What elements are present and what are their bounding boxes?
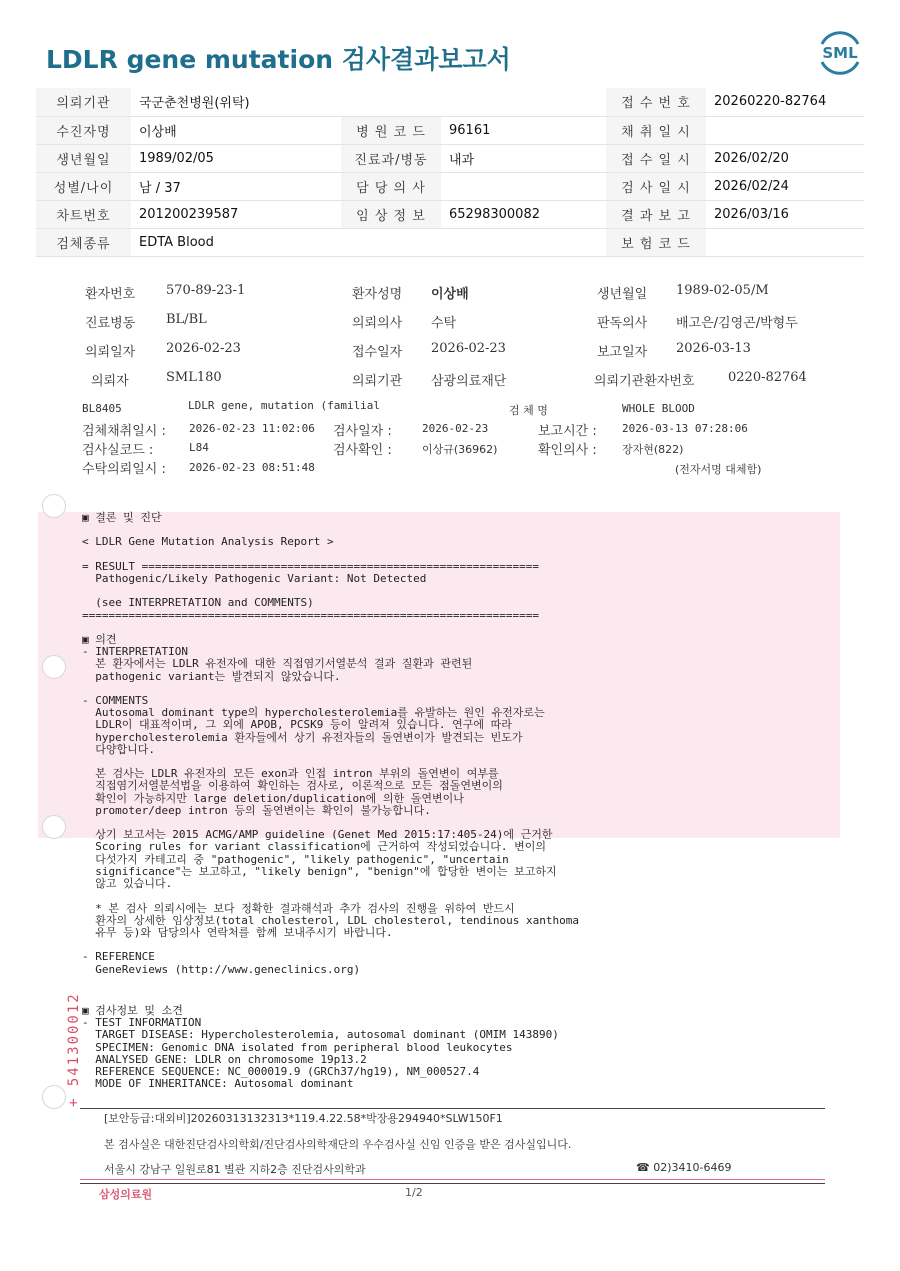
testdate-value: 2026-02-23 (422, 422, 489, 435)
header-value: EDTA Blood (131, 228, 341, 256)
testdate-label: 검사일자 : (333, 424, 392, 439)
birth-label: 생년월일 (597, 287, 648, 302)
header-value: 내과 (441, 144, 606, 172)
header-value: 남 / 37 (131, 172, 341, 200)
header-value: 96161 (441, 116, 606, 144)
patient-no-label: 환자번호 (85, 287, 136, 302)
header-value: 2026/03/16 (706, 200, 864, 228)
requester-label: 의뢰자 (91, 374, 129, 389)
inst-patient-no-value: 0220-82764 (728, 370, 807, 385)
lab-value: L84 (189, 441, 209, 454)
test-name: LDLR gene, mutation (familial (188, 399, 381, 412)
security-line: [보안등급:대외비]20260313132313*119.4.22.58*박장용294940*SLW150F1 (104, 1112, 503, 1125)
header-value: 65298300082 (441, 200, 606, 228)
requester-value: SML180 (166, 370, 222, 385)
header-row (36, 200, 864, 228)
receive-date-label: 접수일자 (352, 345, 403, 360)
confirm-value: 이상규(36962) (422, 443, 498, 456)
report-date-value: 2026-03-13 (676, 341, 751, 356)
ward-value: BL/BL (166, 312, 207, 327)
reading-doctor-value: 배고은/김영곤/박형두 (676, 316, 798, 331)
ref-doctor-value: 수탁 (431, 316, 457, 331)
header-label: 결 과 보 고 (606, 200, 706, 228)
header-label: 수진자명 (36, 116, 131, 144)
side-serial-number (58, 985, 88, 1110)
confirm-label: 검사확인 : (333, 443, 392, 458)
binder-hole (42, 655, 66, 679)
institution-label: 의뢰기관 (352, 374, 403, 389)
header-row (36, 172, 864, 200)
header-label: 채 취 일 시 (606, 116, 706, 144)
header-value (706, 116, 864, 144)
specimen-label: 검 체 명 (509, 404, 548, 417)
header-value (441, 88, 606, 116)
header-label: 의뢰기관 (36, 88, 131, 116)
esign-note: (전자서명 대체함) (675, 463, 762, 476)
test-code: BL8405 (82, 402, 122, 415)
header-row (36, 228, 864, 256)
patient-name-label: 환자성명 (352, 287, 403, 302)
header-label: 보 험 코 드 (606, 228, 706, 256)
header-label: 병 원 코 드 (341, 116, 441, 144)
footer-pink-divider (80, 1179, 825, 1180)
logo-text: SML (822, 44, 858, 62)
header-label: 생년월일 (36, 144, 131, 172)
header-label (341, 88, 441, 116)
specimen-value: WHOLE BLOOD (622, 402, 695, 415)
inst-patient-no-label: 의뢰기관환자번호 (594, 374, 695, 389)
header-value (441, 228, 606, 256)
report-body: ▣ 결론 및 진단 < LDLR Gene Mutation Analysis Report > = RESULT ============================================================ Pathogenic/Likely Pathogenic Variant: Not Detected (see INTERPRETATION and COMMENTS) ===================================================================== ▣ 의견 - INTERPRETATION 본 환자에서는 LDLR 유전자에 대한 직접염기서열분석 결과 질환과 관련된 pathogenic variant는 발견되지 않았습니다. - COMMENTS Autosomal dominant type의 hypercholesterolemia를 유발하는 원인 유전자로는 LDLR이 대표적이며, 그 외에 APOB, PCSK9 등이 알려져 있습니다. 연구에 따라 hypercholesterolemia 환자들에서 상기 유전자들의 돌연변이가 발견되는 빈도가 다양합니다. 본 검사는 LDLR 유전자의 모든 exon과 인접 intron 부위의 돌연변이 여부를 직접염기서열분석법을 이용하여 확인하는 검사로, 이론적으로 모든 점돌연변이의 확인이 가능하지만 large deletion/duplication에 의한 돌연변이나 promoter/deep intron 등의 돌연변이는 확인이 불가능합니다. 상기 보고서는 2015 ACMG/AMP guideline (Genet Med 2015:17:405-24)에 근거한 Scoring rules for variant classification에 근거하여 작성되었습니다. 변이의 다섯가지 카테고리 중 "pathogenic", "likely pathogenic", "uncertain significance"는 보고하고, "likely benign", "benign"에 합당한 변이는 보고하지 않고 있습니다. * 본 검사 의뢰시에는 보다 정확한 결과해석과 추가 검사의 진행을 위하여 반드시 환자의 상세한 임상정보(total cholesterol, LDL cholesterol, tendinous xanthoma 유무 등)와 담당의사 연락처를 함께 보내주시기 바랍니다. - REFERENCE GeneReviews (http://www.geneclinics.org) (82, 511, 579, 976)
collect-value: 2026-02-23 11:02:06 (189, 422, 315, 435)
header-value: 국군춘천병원(위탁) (131, 88, 341, 116)
binder-hole (42, 494, 66, 518)
sml-logo (814, 26, 866, 78)
header-row (36, 88, 864, 116)
header-value: 2026/02/24 (706, 172, 864, 200)
report-title: LDLR gene mutation 검사결과보고서 (46, 45, 511, 74)
request-date-label: 의뢰일자 (85, 345, 136, 360)
consign-value: 2026-02-23 08:51:48 (189, 461, 315, 474)
report-date-label: 보고일자 (597, 345, 648, 360)
reporttime-value: 2026-03-13 07:28:06 (622, 422, 748, 435)
page-number: 1/2 (405, 1186, 423, 1199)
header-label (341, 228, 441, 256)
side-serial-text: + 541300012 (66, 992, 82, 1107)
header-row (36, 116, 864, 144)
header-label: 차트번호 (36, 200, 131, 228)
reading-doctor-label: 판독의사 (597, 316, 648, 331)
address-text: 서울시 강남구 일원로81 별관 지하2층 진단검사의학과 (104, 1163, 366, 1176)
header-label: 임 상 정 보 (341, 200, 441, 228)
header-value (706, 228, 864, 256)
header-value: 201200239587 (131, 200, 341, 228)
header-value (441, 172, 606, 200)
header-row (36, 144, 864, 172)
consign-label: 수탁의뢰일시 : (82, 462, 166, 477)
header-value: 20260220-82764 (706, 88, 864, 116)
ref-doctor-label: 의뢰의사 (352, 316, 403, 331)
reporttime-label: 보고시간 : (538, 424, 597, 439)
birth-value: 1989-02-05/M (676, 283, 769, 298)
header-label: 담 당 의 사 (341, 172, 441, 200)
patient-name-value: 이상배 (431, 287, 469, 302)
footer-divider (80, 1108, 825, 1109)
header-table (36, 88, 864, 257)
receive-date-value: 2026-02-23 (431, 341, 506, 356)
lab-label: 검사실코드 : (82, 443, 154, 458)
doctor-value: 장자현(822) (622, 443, 684, 456)
collect-label: 검체채취일시 : (82, 424, 166, 439)
certification-text: 본 검사실은 대한진단검사의학회/진단검사의학재단의 우수검사실 신임 인증을 받은 검사실입니다. (104, 1138, 572, 1151)
doctor-label: 확인의사 : (538, 443, 597, 458)
test-information: ▣ 검사정보 및 소견 - TEST INFORMATION TARGET DISEASE: Hypercholesterolemia, autosomal dominant (OMIM 143890) SPECIMEN: Genomic DNA isolated from peripheral blood leukocytes ANALYSED GENE: LDLR on chromosome 19p13.2 REFERENCE SEQUENCE: NC_000019.9 (GRCh37/hg19), NM_000527.4 MODE OF INHERITANCE: Autosomal dominant (82, 1004, 559, 1091)
header-label: 성별/나이 (36, 172, 131, 200)
ward-label: 진료병동 (85, 316, 136, 331)
institution-value: 삼광의료재단 (431, 374, 507, 389)
request-date-value: 2026-02-23 (166, 341, 241, 356)
header-value: 이상배 (131, 116, 341, 144)
hospital-name: 삼성의료원 (99, 1188, 153, 1201)
phone-text: ☎ 02)3410-6469 (636, 1161, 732, 1174)
header-label: 접 수 번 호 (606, 88, 706, 116)
footer-divider-bottom (80, 1183, 825, 1184)
header-label: 접 수 일 시 (606, 144, 706, 172)
patient-no-value: 570-89-23-1 (166, 283, 246, 298)
header-value: 1989/02/05 (131, 144, 341, 172)
header-value: 2026/02/20 (706, 144, 864, 172)
header-label: 검 사 일 시 (606, 172, 706, 200)
header-label: 진료과/병동 (341, 144, 441, 172)
header-label: 검체종류 (36, 228, 131, 256)
binder-hole (42, 815, 66, 839)
